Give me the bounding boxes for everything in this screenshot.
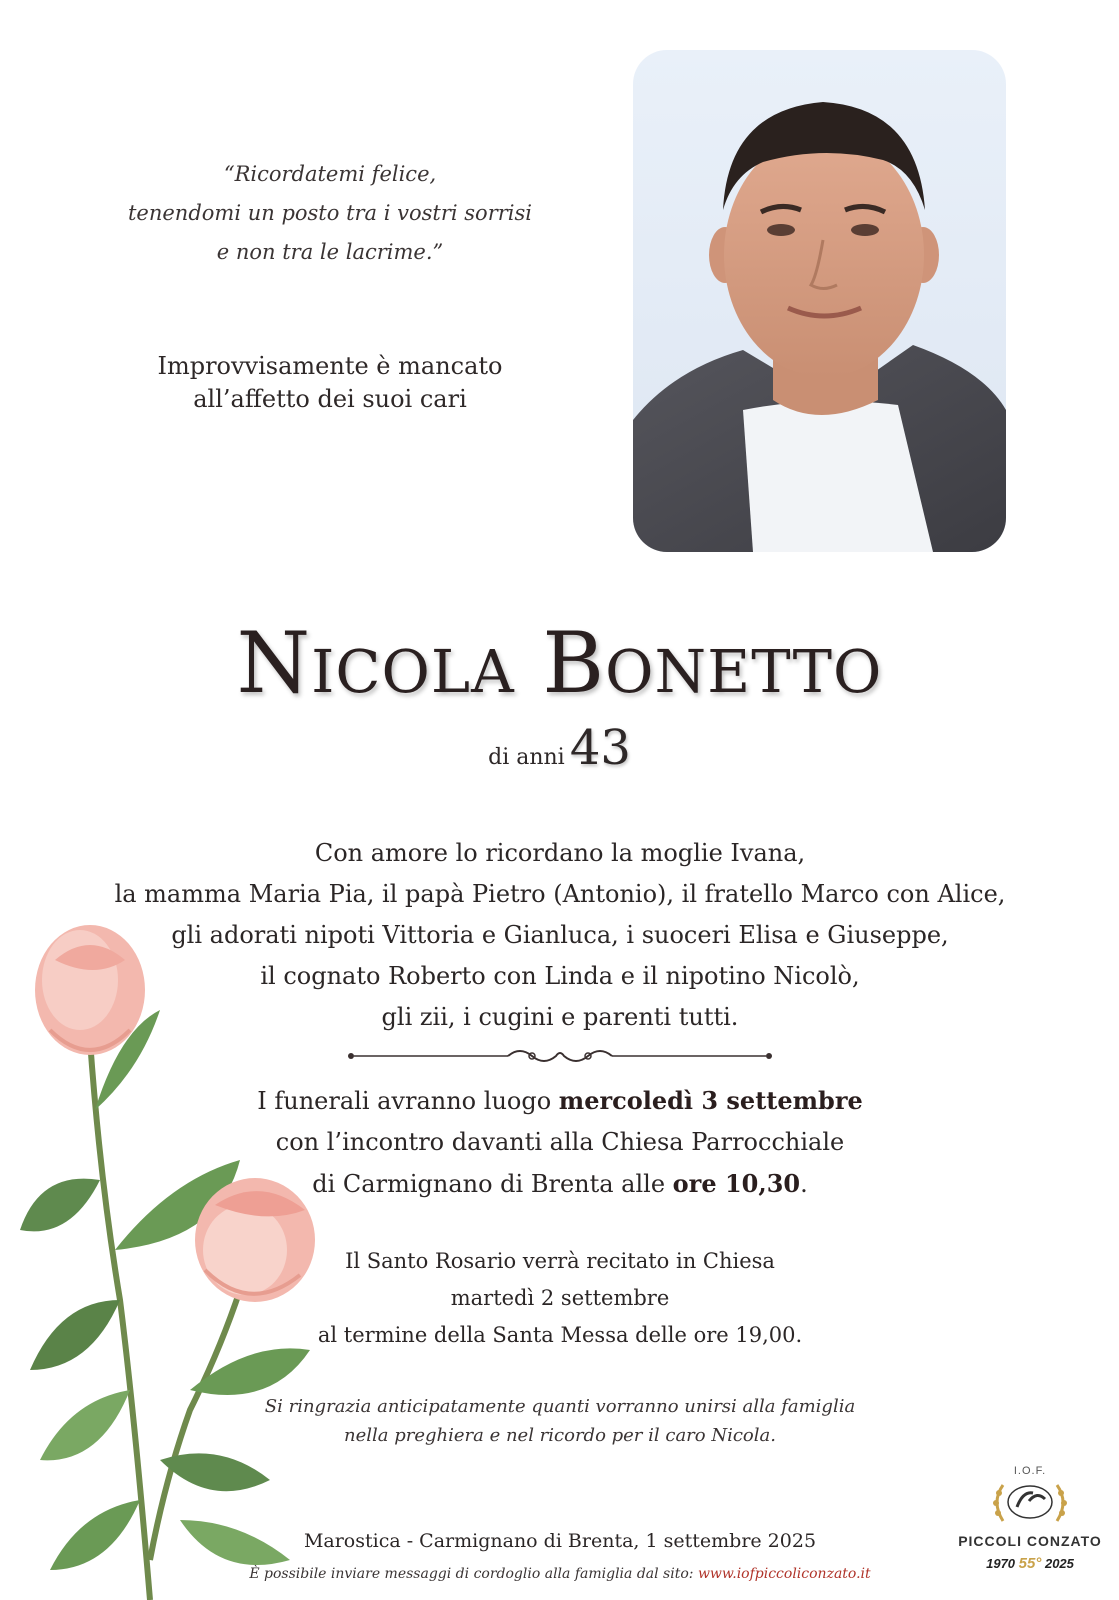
- portrait-photo: [633, 50, 1006, 552]
- ornament-divider: [348, 1044, 772, 1068]
- funeral-date: mercoledì 3 settembre: [558, 1086, 863, 1115]
- age-label: di anni: [488, 745, 565, 770]
- family-line: gli adorati nipoti Vittoria e Gianluca, i suoceri Elisa e Giuseppe,: [171, 921, 949, 949]
- funeral-time: ore 10,30: [672, 1169, 801, 1198]
- website-link[interactable]: www.iofpiccoliconzato.it: [697, 1566, 871, 1582]
- memorial-quote: [120, 155, 540, 272]
- deceased-name: Nicola Bonetto: [236, 614, 883, 712]
- family-line: Con amore lo ricordano la moglie Ivana,: [314, 839, 806, 867]
- logo-years: [945, 1555, 1115, 1572]
- portrait-illustration: [633, 50, 1006, 552]
- laurel-emblem-icon: [985, 1477, 1075, 1527]
- age-value: 43: [569, 720, 631, 776]
- condolence-text: È possibile inviare messaggi di cordoglio alla famiglia dal sito:: [249, 1566, 698, 1582]
- rosary-info: [260, 1243, 860, 1354]
- logo-anniversary: 55°: [1018, 1555, 1042, 1572]
- quote-line: “Ricordatemi felice,: [223, 162, 437, 186]
- funeral-line-2: con l’incontro davanti alla Chiesa Parrocchiale: [275, 1128, 845, 1156]
- family-line: gli zii, i cugini e parenti tutti.: [381, 1003, 739, 1031]
- condolence-note: [200, 1563, 920, 1585]
- rosary-line: martedì 2 settembre: [450, 1286, 670, 1310]
- funeral-home-logo: [945, 1465, 1115, 1595]
- quote-line: e non tra le lacrime.”: [216, 240, 444, 264]
- thanks-line: Si ringrazia anticipatamente quanti vorranno unirsi alla famiglia: [264, 1396, 856, 1417]
- funeral-line-3-suffix: .: [800, 1170, 808, 1198]
- logo-year-start: 1970: [986, 1556, 1016, 1571]
- family-line: il cognato Roberto con Linda e il nipotino Nicolò,: [260, 962, 860, 990]
- place-date: Marostica - Carmignano di Brenta, 1 settembre 2025: [303, 1530, 817, 1552]
- logo-iof: I.O.F.: [1013, 1465, 1047, 1477]
- funeral-line-3-text: di Carmignano di Brenta alle: [312, 1170, 673, 1198]
- logo-brand: PICCOLI CONZATO: [958, 1533, 1102, 1549]
- intro-text: [120, 350, 540, 416]
- logo-year-end: 2025: [1044, 1556, 1074, 1571]
- family-line: la mamma Maria Pia, il papà Pietro (Antonio), il fratello Marco con Alice,: [114, 880, 1006, 908]
- funeral-line-1-text: I funerali avranno luogo: [257, 1087, 559, 1115]
- age-line: [0, 720, 1119, 776]
- thanks-line: nella preghiera e nel ricordo per il caro Nicola.: [344, 1425, 776, 1446]
- intro-line: all’affetto dei suoi cari: [193, 385, 467, 413]
- quote-line: tenendomi un posto tra i vostri sorrisi: [127, 201, 532, 225]
- rosary-line: al termine della Santa Messa delle ore 19,00.: [317, 1323, 803, 1347]
- roses-decoration: [0, 920, 330, 1600]
- intro-line: Improvvisamente è mancato: [157, 352, 503, 380]
- rosary-line: Il Santo Rosario verrà recitato in Chiesa: [345, 1249, 775, 1273]
